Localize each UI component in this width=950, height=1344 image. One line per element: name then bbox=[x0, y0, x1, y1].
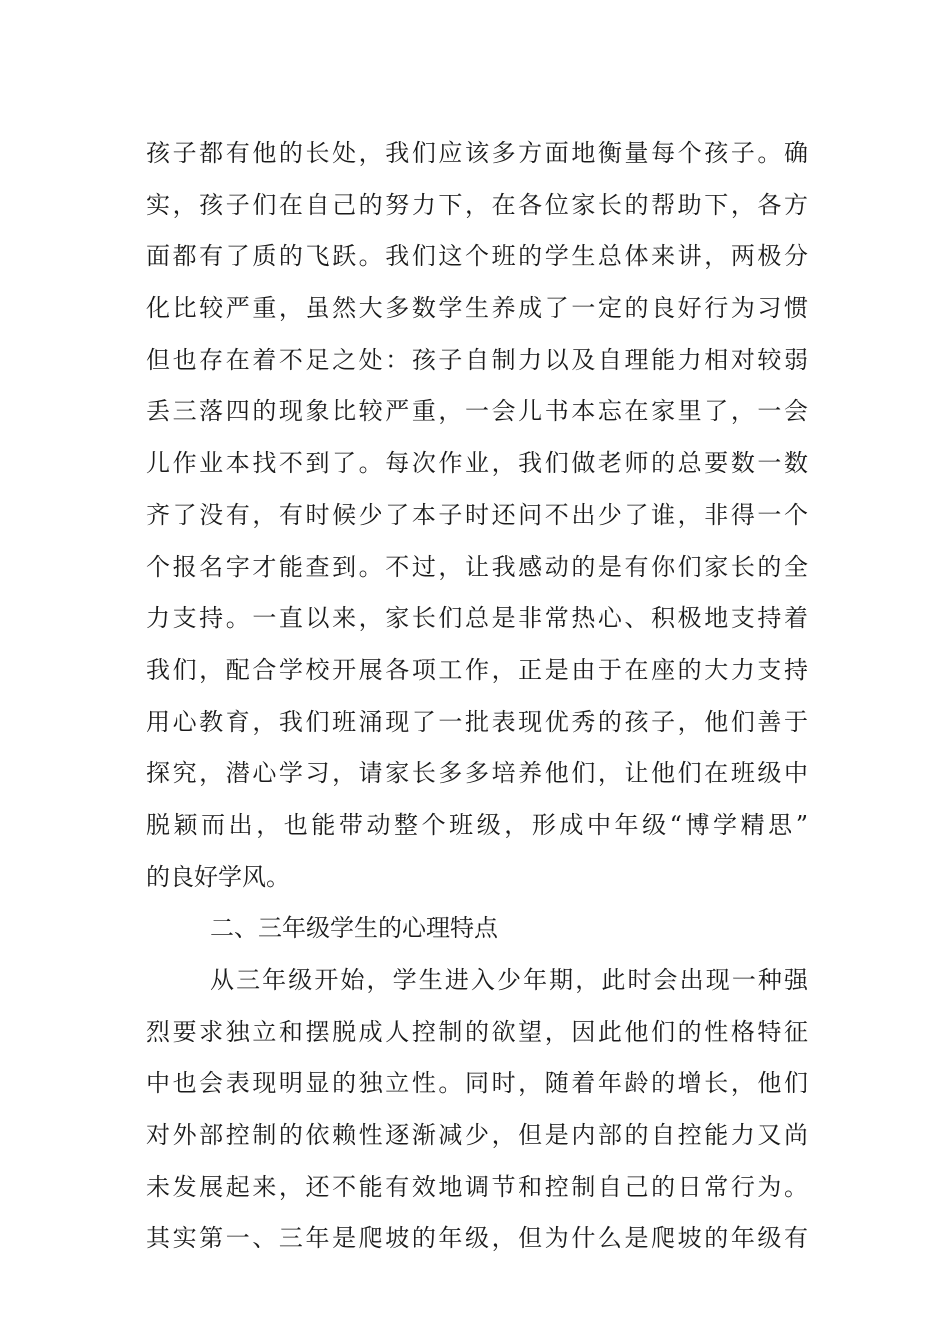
paragraph-1 bbox=[146, 128, 808, 1265]
text-line: 的良好学风。 bbox=[146, 862, 290, 891]
text-line: 儿作业本找不到了。每次作业，我们做老师的总要数一数 bbox=[146, 449, 808, 478]
text-line: 对外部控制的依赖性逐渐减少，但是内部的自控能力又尚 bbox=[146, 1121, 808, 1150]
text-line: 实，孩子们在自己的努力下，在各位家长的帮助下，各方 bbox=[146, 190, 808, 219]
section-heading: 二、三年级学生的心理特点 bbox=[210, 914, 498, 943]
text-line: 从三年级开始，学生进入少年期，此时会出现一种强 bbox=[210, 966, 808, 994]
text-line: 面都有了质的飞跃。我们这个班的学生总体来讲，两极分 bbox=[146, 242, 808, 271]
text-line: 用心教育，我们班涌现了一批表现优秀的孩子，他们善于 bbox=[146, 707, 808, 736]
text-line: 未发展起来，还不能有效地调节和控制自己的日常行为。 bbox=[146, 1172, 808, 1201]
text-line: 脱颖而出，也能带动整个班级，形成中年级“博学精思” bbox=[146, 810, 808, 839]
text-line: 其实第一、三年是爬坡的年级，但为什么是爬坡的年级有 bbox=[146, 1224, 808, 1253]
text-line: 我们，配合学校开展各项工作，正是由于在座的大力支持 bbox=[146, 655, 808, 684]
text-line: 力支持。一直以来，家长们总是非常热心、积极地支持着 bbox=[146, 604, 808, 633]
text-line: 个报名字才能查到。不过，让我感动的是有你们家长的全 bbox=[146, 552, 808, 581]
text-line: 化比较严重，虽然大多数学生养成了一定的良好行为习惯 bbox=[146, 294, 808, 323]
text-line: 探究，潜心学习，请家长多多培养他们，让他们在班级中 bbox=[146, 759, 808, 788]
text-line: 齐了没有，有时候少了本子时还问不出少了谁，非得一个 bbox=[146, 500, 808, 529]
text-line: 烈要求独立和摆脱成人控制的欲望，因此他们的性格特征 bbox=[146, 1017, 808, 1046]
text-line: 中也会表现明显的独立性。同时，随着年龄的增长，他们 bbox=[146, 1069, 808, 1098]
text-line: 丢三落四的现象比较严重，一会儿书本忘在家里了，一会 bbox=[146, 397, 808, 426]
text-line: 但也存在着不足之处：孩子自制力以及自理能力相对较弱 bbox=[146, 345, 808, 374]
text-line: 孩子都有他的长处，我们应该多方面地衡量每个孩子。确 bbox=[146, 139, 808, 167]
